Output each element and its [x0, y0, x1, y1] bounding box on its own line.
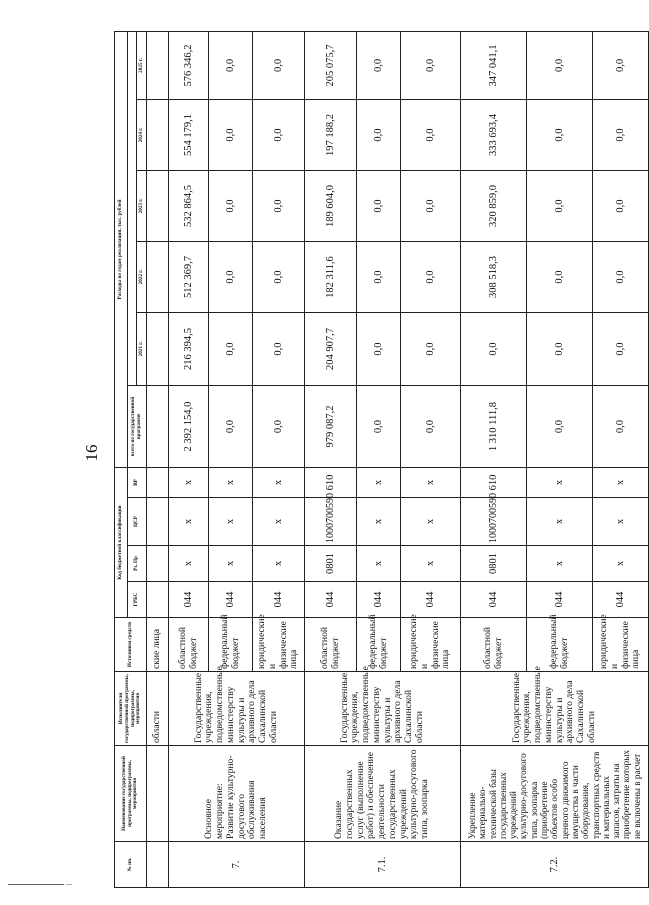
total: 0,0 — [527, 386, 593, 468]
year-value: 554 179,1 — [169, 100, 209, 171]
year-value: 0,0 — [527, 31, 593, 99]
rzpr: 0801 — [461, 546, 527, 582]
header-years-group: Расходы по годам реализации, тыс. рублей — [115, 31, 128, 467]
year-value: 0,0 — [593, 313, 649, 386]
row-number: 7.1. — [305, 842, 461, 888]
header-year-2021: 2021 г. — [137, 313, 147, 386]
year-value: 0,0 — [209, 242, 253, 313]
year-value: 0,0 — [593, 171, 649, 242]
page-number: 16 — [82, 444, 101, 462]
csr: х — [401, 498, 461, 546]
vr: х — [401, 468, 461, 498]
year-value: 0,0 — [461, 313, 527, 386]
year-value: 0,0 — [209, 31, 253, 99]
grbs: 044 — [357, 582, 401, 618]
vr: 610 — [305, 468, 357, 498]
source: юридические и физические лица — [253, 618, 305, 672]
activity-name: Укрепление материально-технической базы государственных учреждений культурно-досугового типа, зоопарка (приобретение объектов особо ценного движимого имущества в части оборудования, транспортных средств и материальных запасов, затраты на приобретение которых не включены в расчет — [461, 746, 649, 842]
scan-mark — [66, 884, 72, 885]
source: областной бюджет — [169, 618, 209, 672]
header-csr: ЦСР — [128, 498, 147, 546]
grbs: 044 — [527, 582, 593, 618]
csr: х — [357, 498, 401, 546]
csr: 1000700590 — [305, 498, 357, 546]
year-value: 197 188,2 — [305, 100, 357, 171]
csr: х — [209, 498, 253, 546]
header-source: Источники средств — [115, 618, 147, 672]
rzpr: х — [527, 546, 593, 582]
total: 0,0 — [357, 386, 401, 468]
year-value: 0,0 — [527, 313, 593, 386]
source-fragment: ские лица — [147, 618, 169, 672]
header-year-2025: 2025 г. — [137, 31, 147, 99]
activity-name: Оказание государственных услуг (выполнение работ) и обеспечение деятельности государственных учреждений культурно-досугового типа, зоопарка — [305, 746, 461, 842]
year-value: 0,0 — [253, 100, 305, 171]
vr: х — [209, 468, 253, 498]
header-year-2022: 2022 г. — [137, 242, 147, 313]
year-value: 320 859,0 — [461, 171, 527, 242]
activity-name: Основное мероприятие: Развитие культурно-досугового обслуживания населения — [169, 746, 305, 842]
year-value: 0,0 — [357, 313, 401, 386]
year-value: 0,0 — [357, 171, 401, 242]
rzpr: 0801 — [305, 546, 357, 582]
header-year-2024: 2024 г. — [137, 100, 147, 171]
executor-fragment: области — [147, 672, 169, 746]
year-value: 576 346,2 — [169, 31, 209, 99]
rzpr: х — [593, 546, 649, 582]
row-number: 7.2. — [461, 842, 649, 888]
year-value: 0,0 — [527, 171, 593, 242]
rzpr: х — [169, 546, 209, 582]
year-value: 0,0 — [357, 31, 401, 99]
year-value: 0,0 — [593, 31, 649, 99]
total: 0,0 — [593, 386, 649, 468]
total: 0,0 — [209, 386, 253, 468]
vr: х — [527, 468, 593, 498]
source: юридические и физические лица — [593, 618, 649, 672]
grbs: 044 — [305, 582, 357, 618]
year-value: 189 604,0 — [305, 171, 357, 242]
table-row — [305, 31, 357, 887]
year-value: 216 394,5 — [169, 313, 209, 386]
row-number: 7. — [169, 842, 305, 888]
year-value: 333 693,4 — [461, 100, 527, 171]
table-row — [169, 31, 209, 887]
header-name: Наименование государственной программы, подпрограммы, мероприятия — [115, 746, 147, 842]
year-value: 0,0 — [593, 242, 649, 313]
source: юридические и физические лица — [401, 618, 461, 672]
source: областной бюджет — [461, 618, 527, 672]
grbs: 044 — [593, 582, 649, 618]
year-value: 0,0 — [357, 100, 401, 171]
vr: х — [253, 468, 305, 498]
year-value: 0,0 — [401, 242, 461, 313]
rzpr: х — [357, 546, 401, 582]
year-value: 0,0 — [527, 242, 593, 313]
grbs: 044 — [169, 582, 209, 618]
header-year-2023: 2023 г. — [137, 171, 147, 242]
header-vr: ВР — [128, 468, 147, 498]
total: 0,0 — [401, 386, 461, 468]
header-rzpr: Рз, Пр — [128, 546, 147, 582]
total: 0,0 — [253, 386, 305, 468]
scan-mark — [8, 884, 64, 885]
budget-table — [114, 31, 649, 888]
csr: х — [169, 498, 209, 546]
csr: х — [593, 498, 649, 546]
source: областной бюджет — [305, 618, 357, 672]
cell-empty — [147, 746, 169, 842]
year-value: 182 311,6 — [305, 242, 357, 313]
vr: х — [593, 468, 649, 498]
grbs: 044 — [209, 582, 253, 618]
rotated-table-block — [82, 32, 642, 888]
source: федеральный бюджет — [209, 618, 253, 672]
cell-empty — [147, 842, 169, 888]
year-value: 0,0 — [527, 100, 593, 171]
year-value: 204 907,7 — [305, 313, 357, 386]
year-value: 512 369,7 — [169, 242, 209, 313]
year-value: 0,0 — [253, 171, 305, 242]
year-value: 532 864,5 — [169, 171, 209, 242]
grbs: 044 — [253, 582, 305, 618]
year-value: 0,0 — [253, 313, 305, 386]
year-value: 0,0 — [401, 313, 461, 386]
header-budget-code: Код бюджетной классификации — [115, 468, 128, 618]
executor: Государственные учреждения, подведомственные министерству культуры и архивного дела Сахалинской области — [461, 672, 649, 746]
header-no: № пп. — [115, 842, 147, 888]
csr: 1000700590 — [461, 498, 527, 546]
grbs: 044 — [401, 582, 461, 618]
header-total: всего по государственной программе — [128, 386, 147, 468]
year-value: 0,0 — [401, 31, 461, 99]
year-value: 308 518,3 — [461, 242, 527, 313]
rzpr: х — [401, 546, 461, 582]
year-value: 0,0 — [209, 313, 253, 386]
csr: х — [253, 498, 305, 546]
header-executor: Исполнители государственной программы, подпрограммы, мероприятия — [115, 672, 147, 746]
year-value: 0,0 — [209, 100, 253, 171]
vr: х — [357, 468, 401, 498]
grbs: 044 — [461, 582, 527, 618]
executor: Государственные учреждения, подведомственные министерству культуры и архивного дела Сахалинской области — [169, 672, 305, 746]
rzpr: х — [253, 546, 305, 582]
year-value: 0,0 — [253, 31, 305, 99]
year-value: 347 041,1 — [461, 31, 527, 99]
table-row — [461, 31, 527, 887]
year-value: 0,0 — [593, 100, 649, 171]
executor: Государственные учреждения, подведомственные министерству культуры и архивного дела Сахалинской области — [305, 672, 461, 746]
year-value: 0,0 — [401, 171, 461, 242]
total: 979 087,2 — [305, 386, 357, 468]
csr: х — [527, 498, 593, 546]
vr: 610 — [461, 468, 527, 498]
year-value: 0,0 — [401, 100, 461, 171]
total: 2 392 154,0 — [169, 386, 209, 468]
header-years-spacer — [128, 31, 137, 385]
total: 1 310 111,8 — [461, 386, 527, 468]
source: федеральный бюджет — [527, 618, 593, 672]
year-value: 0,0 — [253, 242, 305, 313]
year-value: 0,0 — [209, 171, 253, 242]
rzpr: х — [209, 546, 253, 582]
source: федеральный бюджет — [357, 618, 401, 672]
vr: х — [169, 468, 209, 498]
header-grbs: ГРБС — [128, 582, 147, 618]
year-value: 205 075,7 — [305, 31, 357, 99]
year-value: 0,0 — [357, 242, 401, 313]
